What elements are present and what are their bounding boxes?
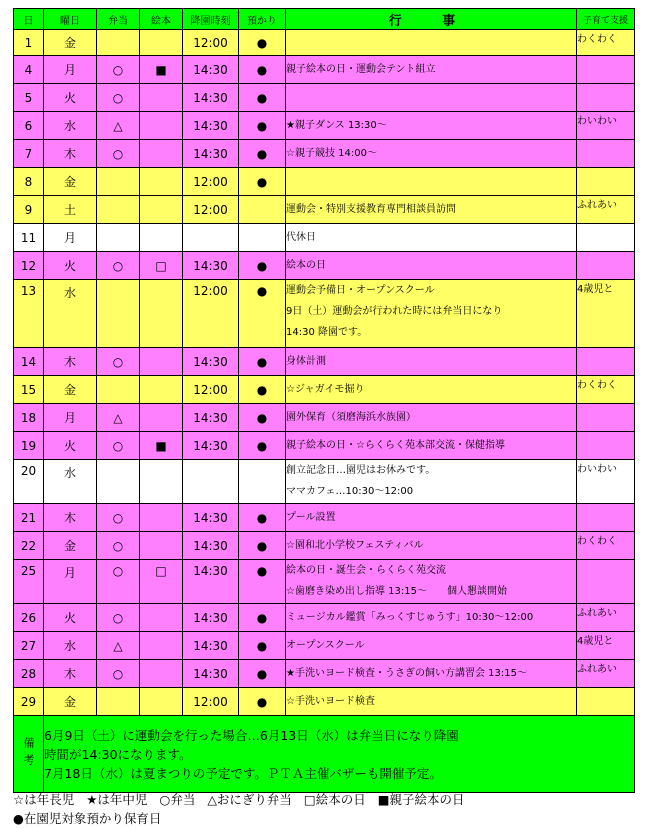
support-cell <box>577 56 635 84</box>
weekday-cell: 火 <box>44 432 97 460</box>
care-cell: ● <box>239 532 286 560</box>
support-cell <box>577 168 635 196</box>
schedule-row <box>14 632 635 660</box>
weekday-cell: 月 <box>44 404 97 432</box>
schedule-row <box>14 30 635 56</box>
schedule-row <box>14 348 635 376</box>
ehon-cell <box>140 604 183 632</box>
ehon-cell <box>140 196 183 224</box>
day-cell: 18 <box>14 404 44 432</box>
event-line: ★親子ダンス 13:30〜 <box>286 120 387 131</box>
event-line: ☆親子競技 14:00〜 <box>286 148 377 159</box>
bikou-notes <box>44 716 635 793</box>
care-cell: ● <box>239 560 286 604</box>
weekday-cell: 水 <box>44 460 97 504</box>
dismissal-cell: 12:00 <box>183 376 239 404</box>
header-events: 行 事 <box>286 9 577 30</box>
header-dismissal: 降園時刻 <box>183 9 239 30</box>
ehon-cell <box>140 112 183 140</box>
day-cell: 12 <box>14 252 44 280</box>
schedule-row <box>14 140 635 168</box>
dismissal-cell: 14:30 <box>183 604 239 632</box>
events-cell <box>286 30 577 56</box>
event-line: 運動会・特別支援教育専門相談員訪問 <box>286 204 456 215</box>
bento-cell: ○ <box>97 140 140 168</box>
event-line: ☆園和北小学校フェスティバル <box>286 540 424 551</box>
dismissal-cell: 12:00 <box>183 30 239 56</box>
schedule-row <box>14 196 635 224</box>
bento-cell <box>97 168 140 196</box>
legend <box>13 790 473 828</box>
events-cell <box>286 196 577 224</box>
event-line: 運動会予備日・オープンスクール <box>286 285 435 296</box>
weekday-cell: 水 <box>44 112 97 140</box>
day-cell: 4 <box>14 56 44 84</box>
day-cell: 25 <box>14 560 44 604</box>
day-cell: 27 <box>14 632 44 660</box>
events-cell <box>286 56 577 84</box>
care-cell: ● <box>239 168 286 196</box>
support-cell: わくわく <box>577 376 635 404</box>
event-line: ママカフェ…10:30〜12:00 <box>286 486 414 497</box>
legend-item: ☆は年長児 <box>13 792 75 807</box>
dismissal-cell <box>183 224 239 252</box>
day-cell: 21 <box>14 504 44 532</box>
header-ehon: 絵本 <box>140 9 183 30</box>
dismissal-cell: 12:00 <box>183 280 239 348</box>
events-cell <box>286 688 577 716</box>
event-line: 園外保育（須磨海浜水族園） <box>286 412 416 423</box>
event-line: 絵本の日・誕生会・らくらく苑交流 <box>286 565 446 576</box>
header-support: 子育て支援 <box>577 9 635 30</box>
events-cell <box>286 532 577 560</box>
support-cell <box>577 348 635 376</box>
bento-cell <box>97 688 140 716</box>
care-cell: ● <box>239 280 286 348</box>
support-cell: ふれあい <box>577 660 635 688</box>
dismissal-cell: 14:30 <box>183 348 239 376</box>
bento-cell: ○ <box>97 432 140 460</box>
care-cell: ● <box>239 252 286 280</box>
schedule-row <box>14 504 635 532</box>
event-line: ★手洗いヨード検査・うさぎの飼い方講習会 13:15〜 <box>286 668 527 679</box>
dismissal-cell: 14:30 <box>183 84 239 112</box>
support-cell: 4歳児と <box>577 632 635 660</box>
ehon-cell <box>140 404 183 432</box>
events-cell <box>286 280 577 348</box>
event-line: 創立記念日…園児はお休みです。 <box>286 465 436 476</box>
legend-item: ●在園児対象預かり保育日 <box>13 811 162 826</box>
event-line: 絵本の日 <box>286 260 326 271</box>
events-cell <box>286 168 577 196</box>
weekday-cell: 金 <box>44 688 97 716</box>
bento-cell: ○ <box>97 56 140 84</box>
bikou-line: 7月18日（水）は夏まつりの予定です。ＰＴＡ主催バザーも開催予定。 <box>44 765 442 781</box>
support-cell <box>577 224 635 252</box>
care-cell: ● <box>239 30 286 56</box>
ehon-cell <box>140 84 183 112</box>
header-row <box>14 9 635 30</box>
weekday-cell: 水 <box>44 280 97 348</box>
dismissal-cell: 12:00 <box>183 688 239 716</box>
bento-cell: ○ <box>97 504 140 532</box>
schedule-row <box>14 660 635 688</box>
dismissal-cell: 14:30 <box>183 252 239 280</box>
dismissal-cell: 14:30 <box>183 140 239 168</box>
weekday-cell: 水 <box>44 632 97 660</box>
weekday-cell: 金 <box>44 532 97 560</box>
schedule-row <box>14 252 635 280</box>
event-line: 9日（土）運動会が行われた時には弁当日になり <box>286 306 503 317</box>
header-care: 預かり <box>239 9 286 30</box>
dismissal-cell: 14:30 <box>183 560 239 604</box>
weekday-cell: 月 <box>44 224 97 252</box>
support-cell: ふれあい <box>577 604 635 632</box>
care-cell: ● <box>239 112 286 140</box>
events-cell <box>286 252 577 280</box>
weekday-cell: 金 <box>44 168 97 196</box>
dismissal-cell: 14:30 <box>183 532 239 560</box>
care-cell: ● <box>239 504 286 532</box>
support-cell: わくわく <box>577 30 635 56</box>
support-cell <box>577 432 635 460</box>
weekday-cell: 金 <box>44 376 97 404</box>
event-line: オープンスクール <box>286 640 365 651</box>
support-cell <box>577 140 635 168</box>
schedule-row <box>14 56 635 84</box>
bento-cell: △ <box>97 112 140 140</box>
day-cell: 28 <box>14 660 44 688</box>
support-cell <box>577 84 635 112</box>
care-cell: ● <box>239 404 286 432</box>
ehon-cell <box>140 348 183 376</box>
care-cell: ● <box>239 432 286 460</box>
day-cell: 14 <box>14 348 44 376</box>
bento-cell: ○ <box>97 348 140 376</box>
events-cell <box>286 432 577 460</box>
bento-cell: ○ <box>97 84 140 112</box>
schedule-row <box>14 112 635 140</box>
event-line: 身体計測 <box>286 356 326 367</box>
weekday-cell: 月 <box>44 56 97 84</box>
event-line: ミュージカル鑑賞「みっくすじゅうす」10:30〜12:00 <box>286 612 534 623</box>
schedule-row <box>14 604 635 632</box>
legend-item: ★は年中児 <box>86 792 148 807</box>
support-cell <box>577 252 635 280</box>
bento-cell: ○ <box>97 532 140 560</box>
event-line: 親子絵本の日・☆らくらく苑本部交流・保健指導 <box>286 440 505 451</box>
care-cell: ● <box>239 84 286 112</box>
care-cell: ● <box>239 348 286 376</box>
bento-cell: ○ <box>97 560 140 604</box>
support-cell: ふれあい <box>577 196 635 224</box>
dismissal-cell <box>183 460 239 504</box>
weekday-cell: 木 <box>44 660 97 688</box>
event-line: ☆手洗いヨード検査 <box>286 696 375 707</box>
care-cell: ● <box>239 632 286 660</box>
bento-cell: △ <box>97 404 140 432</box>
dismissal-cell: 14:30 <box>183 112 239 140</box>
day-cell: 6 <box>14 112 44 140</box>
day-cell: 5 <box>14 84 44 112</box>
legend-item: ■親子絵本の日 <box>377 792 465 807</box>
schedule-row <box>14 688 635 716</box>
schedule-row <box>14 460 635 504</box>
ehon-cell: □ <box>140 560 183 604</box>
day-cell: 26 <box>14 604 44 632</box>
events-cell <box>286 84 577 112</box>
support-cell <box>577 504 635 532</box>
bikou-line: 6月9日（土）に運動会を行った場合…6月13日（水）は弁当日になり降園 <box>44 727 459 743</box>
bikou-label: 備考 <box>14 716 44 793</box>
header-day: 日 <box>14 9 44 30</box>
dismissal-cell: 12:00 <box>183 196 239 224</box>
support-cell: わくわく <box>577 532 635 560</box>
ehon-cell <box>140 632 183 660</box>
care-cell: ● <box>239 604 286 632</box>
support-cell <box>577 404 635 432</box>
event-line: プール設置 <box>286 512 336 523</box>
dismissal-cell: 14:30 <box>183 660 239 688</box>
events-cell <box>286 404 577 432</box>
event-line: 代休日 <box>286 232 316 243</box>
schedule-row <box>14 404 635 432</box>
day-cell: 13 <box>14 280 44 348</box>
event-line: ☆歯磨き染め出し指導 13:15〜 個人懇談開始 <box>286 586 507 597</box>
ehon-cell <box>140 376 183 404</box>
dismissal-cell: 14:30 <box>183 56 239 84</box>
bikou-row <box>14 716 635 793</box>
dismissal-cell: 14:30 <box>183 504 239 532</box>
dismissal-cell: 14:30 <box>183 632 239 660</box>
weekday-cell: 月 <box>44 560 97 604</box>
ehon-cell <box>140 660 183 688</box>
events-cell <box>286 112 577 140</box>
care-cell <box>239 196 286 224</box>
legend-item: ○弁当 <box>159 792 196 807</box>
weekday-cell: 火 <box>44 252 97 280</box>
event-line: ☆ジャガイモ掘り <box>286 384 365 395</box>
bento-cell: ○ <box>97 604 140 632</box>
support-cell <box>577 688 635 716</box>
ehon-cell <box>140 688 183 716</box>
schedule-row <box>14 168 635 196</box>
events-cell <box>286 348 577 376</box>
support-cell: 4歳児と <box>577 280 635 348</box>
bento-cell <box>97 376 140 404</box>
care-cell <box>239 224 286 252</box>
bento-cell: △ <box>97 632 140 660</box>
schedule-row <box>14 560 635 604</box>
ehon-cell <box>140 504 183 532</box>
events-cell <box>286 560 577 604</box>
support-cell <box>577 560 635 604</box>
bento-cell <box>97 196 140 224</box>
schedule-table <box>13 8 635 793</box>
ehon-cell <box>140 532 183 560</box>
ehon-cell: ■ <box>140 432 183 460</box>
header-bento: 弁当 <box>97 9 140 30</box>
ehon-cell <box>140 224 183 252</box>
legend-item: △おにぎり弁当 <box>207 792 292 807</box>
day-cell: 22 <box>14 532 44 560</box>
dismissal-cell: 12:00 <box>183 168 239 196</box>
schedule-row <box>14 224 635 252</box>
weekday-cell: 木 <box>44 504 97 532</box>
schedule-row <box>14 84 635 112</box>
events-cell <box>286 504 577 532</box>
header-weekday: 曜日 <box>44 9 97 30</box>
schedule-row <box>14 376 635 404</box>
schedule-row <box>14 532 635 560</box>
care-cell: ● <box>239 688 286 716</box>
events-cell <box>286 140 577 168</box>
bikou-line: 時間が14:30になります。 <box>44 746 192 762</box>
legend-item: □絵本の日 <box>303 792 366 807</box>
day-cell: 15 <box>14 376 44 404</box>
dismissal-cell: 14:30 <box>183 432 239 460</box>
day-cell: 19 <box>14 432 44 460</box>
event-line: 親子絵本の日・運動会テント組立 <box>286 64 436 75</box>
bento-cell: ○ <box>97 252 140 280</box>
ehon-cell <box>140 140 183 168</box>
day-cell: 7 <box>14 140 44 168</box>
care-cell <box>239 460 286 504</box>
day-cell: 20 <box>14 460 44 504</box>
care-cell: ● <box>239 660 286 688</box>
events-cell <box>286 460 577 504</box>
weekday-cell: 木 <box>44 140 97 168</box>
bento-cell <box>97 224 140 252</box>
bento-cell <box>97 460 140 504</box>
day-cell: 11 <box>14 224 44 252</box>
weekday-cell: 火 <box>44 604 97 632</box>
schedule-row <box>14 432 635 460</box>
day-cell: 1 <box>14 30 44 56</box>
care-cell: ● <box>239 376 286 404</box>
schedule-row <box>14 280 635 348</box>
bento-cell <box>97 280 140 348</box>
dismissal-cell: 14:30 <box>183 404 239 432</box>
weekday-cell: 木 <box>44 348 97 376</box>
bento-cell: ○ <box>97 660 140 688</box>
ehon-cell: □ <box>140 252 183 280</box>
ehon-cell: ■ <box>140 56 183 84</box>
events-cell <box>286 376 577 404</box>
event-line: 14:30 降園です。 <box>286 327 368 338</box>
ehon-cell <box>140 460 183 504</box>
care-cell: ● <box>239 140 286 168</box>
events-cell <box>286 632 577 660</box>
weekday-cell: 金 <box>44 30 97 56</box>
events-cell <box>286 604 577 632</box>
day-cell: 9 <box>14 196 44 224</box>
care-cell: ● <box>239 56 286 84</box>
day-cell: 29 <box>14 688 44 716</box>
support-cell: わいわい <box>577 112 635 140</box>
ehon-cell <box>140 168 183 196</box>
events-cell <box>286 224 577 252</box>
support-cell: わいわい <box>577 460 635 504</box>
ehon-cell <box>140 280 183 348</box>
day-cell: 8 <box>14 168 44 196</box>
weekday-cell: 火 <box>44 84 97 112</box>
weekday-cell: 土 <box>44 196 97 224</box>
events-cell <box>286 660 577 688</box>
ehon-cell <box>140 30 183 56</box>
bento-cell <box>97 30 140 56</box>
